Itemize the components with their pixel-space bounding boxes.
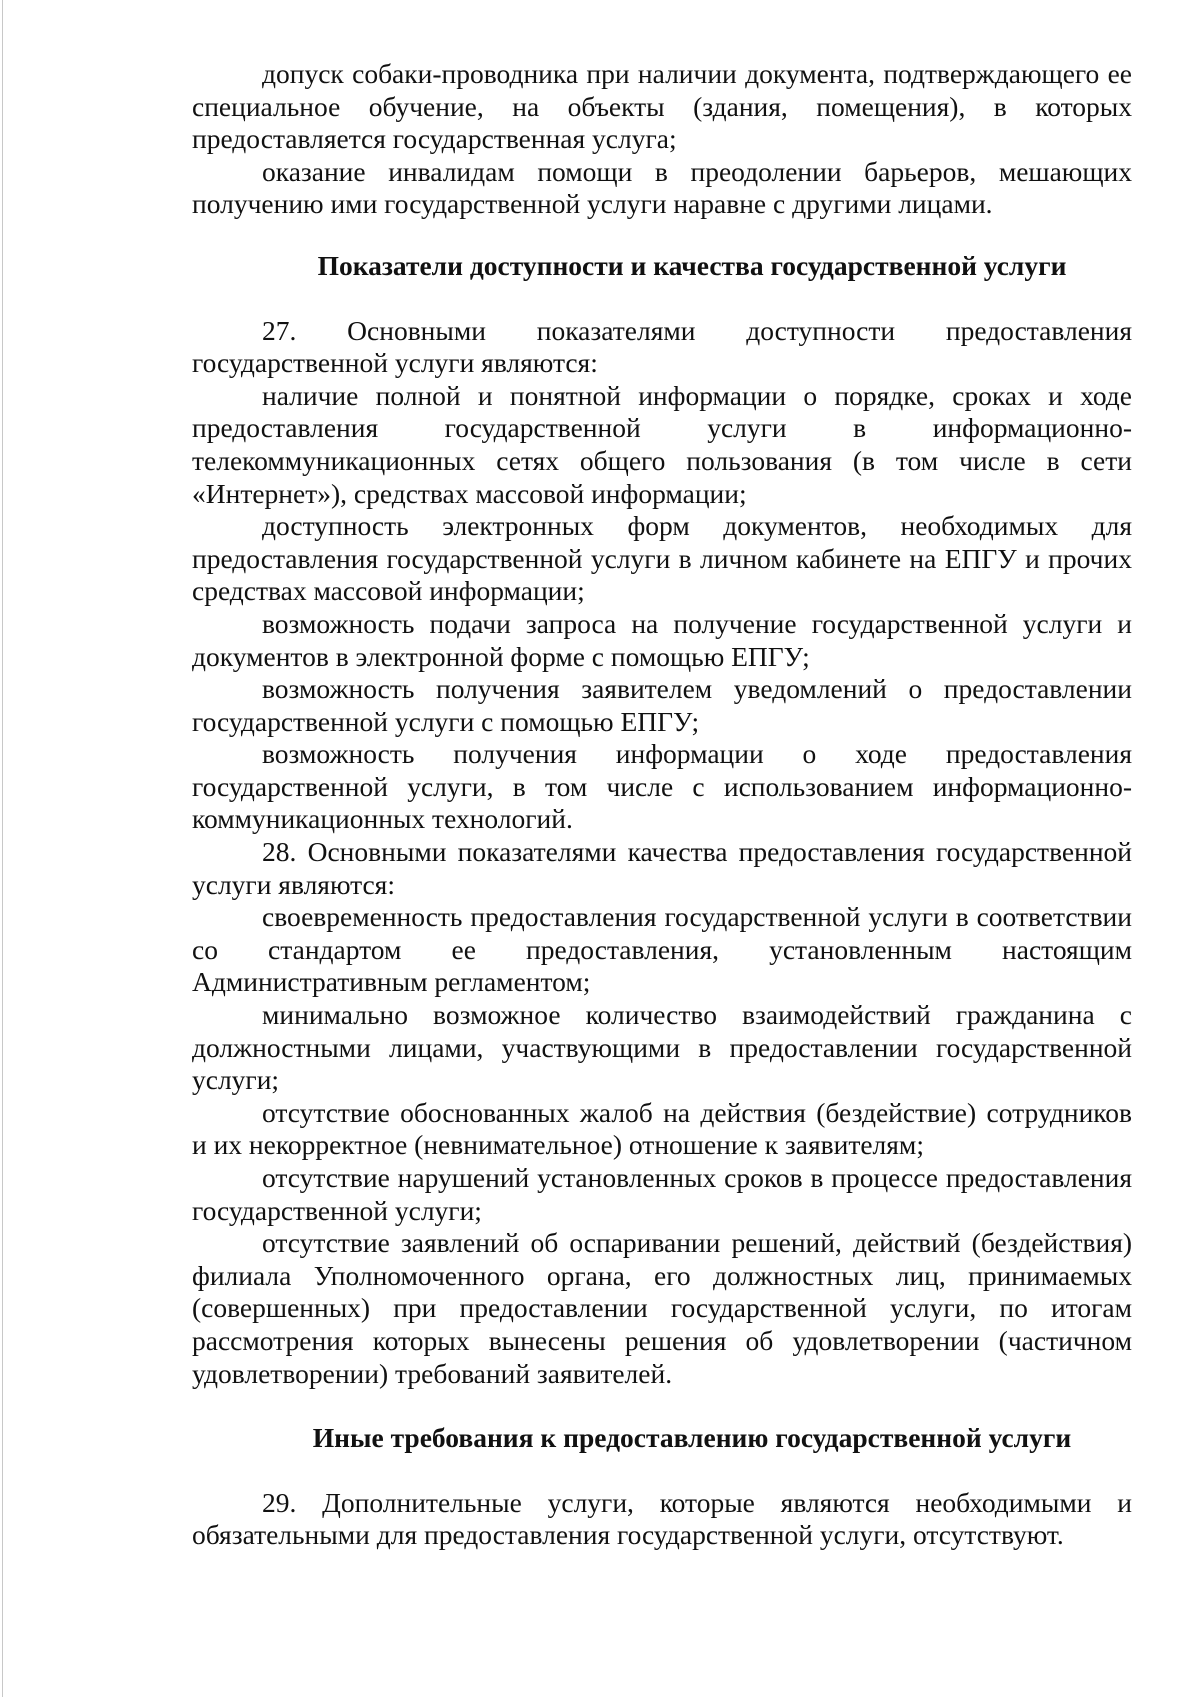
paragraph-27-intro: 27. Основными показателями доступности предоставления государственной услуги являются:: [192, 314, 1132, 379]
paragraph-27-info-availability: наличие полной и понятной информации о порядке, сроках и ходе предоставления государственной услуги в информационно-телекоммуникационных сетях общего пользования (в том числе в сети «Интернет»), средствах массовой информации;: [192, 379, 1132, 509]
paragraph-28-intro: 28. Основными показателями качества предоставления государственной услуги являются:: [192, 836, 1132, 900]
section-heading-other-requirements: Иные требования к предоставлению государственной услуги: [312, 1422, 1072, 1454]
paragraph-27-notifications: возможность получения заявителем уведомлений о предоставлении государственной услуги с помощью ЕПГУ;: [192, 673, 1132, 737]
paragraph-28-no-disputes: отсутствие заявлений об оспаривании решений, действий (бездействия) филиала Уполномоченного органа, его должностных лиц, принимаемых (совершенных) при предоставлении государственной услуги, по итогам рассмотрения которых вынесены решения об удовлетворении (частичном удовлетворении) требований заявителей.: [192, 1227, 1132, 1389]
paragraph-28-no-deadline-violations: отсутствие нарушений установленных сроков в процессе предоставления государственной услуги;: [192, 1162, 1132, 1226]
paragraph-29: 29. Дополнительные услуги, которые являются необходимыми и обязательными для предоставления государственной услуги, отсутствуют.: [192, 1486, 1132, 1551]
paragraph-27-progress-info: возможность получения информации о ходе предоставления государственной услуги, в том числе с использованием информационно-коммуникационных технологий.: [192, 738, 1132, 835]
paragraph-28-no-complaints: отсутствие обоснованных жалоб на действия (бездействие) сотрудников и их некорректное (невнимательное) отношение к заявителям;: [192, 1096, 1132, 1161]
paragraph-guide-dog: допуск собаки-проводника при наличии документа, подтверждающего ее специальное обучение, на объекты (здания, помещения), в которых предоставляется государственная услуга;: [192, 58, 1132, 155]
paragraph-27-submit-request: возможность подачи запроса на получение государственной услуги и документов в электронной форме с помощью ЕПГУ;: [192, 607, 1132, 672]
scan-edge-line: [2, 0, 3, 1697]
paragraph-disabled-assistance: оказание инвалидам помощи в преодолении барьеров, мешающих получению ими государственной услуги наравне с другими лицами.: [192, 155, 1132, 220]
paragraph-28-min-interactions: минимально возможное количество взаимодействий гражданина с должностными лицами, участвующими в предоставлении государственной услуги;: [192, 999, 1132, 1096]
paragraph-27-electronic-forms: доступность электронных форм документов, необходимых для предоставления государственной услуги в личном кабинете на ЕПГУ и прочих средствах массовой информации;: [192, 510, 1132, 607]
paragraph-28-timeliness: своевременность предоставления государственной услуги в соответствии со стандартом ее предоставления, установленным настоящим Административным регламентом;: [192, 901, 1132, 998]
section-heading-accessibility-quality: Показатели доступности и качества государственной услуги: [317, 249, 1067, 281]
document-body: [192, 58, 1132, 1552]
